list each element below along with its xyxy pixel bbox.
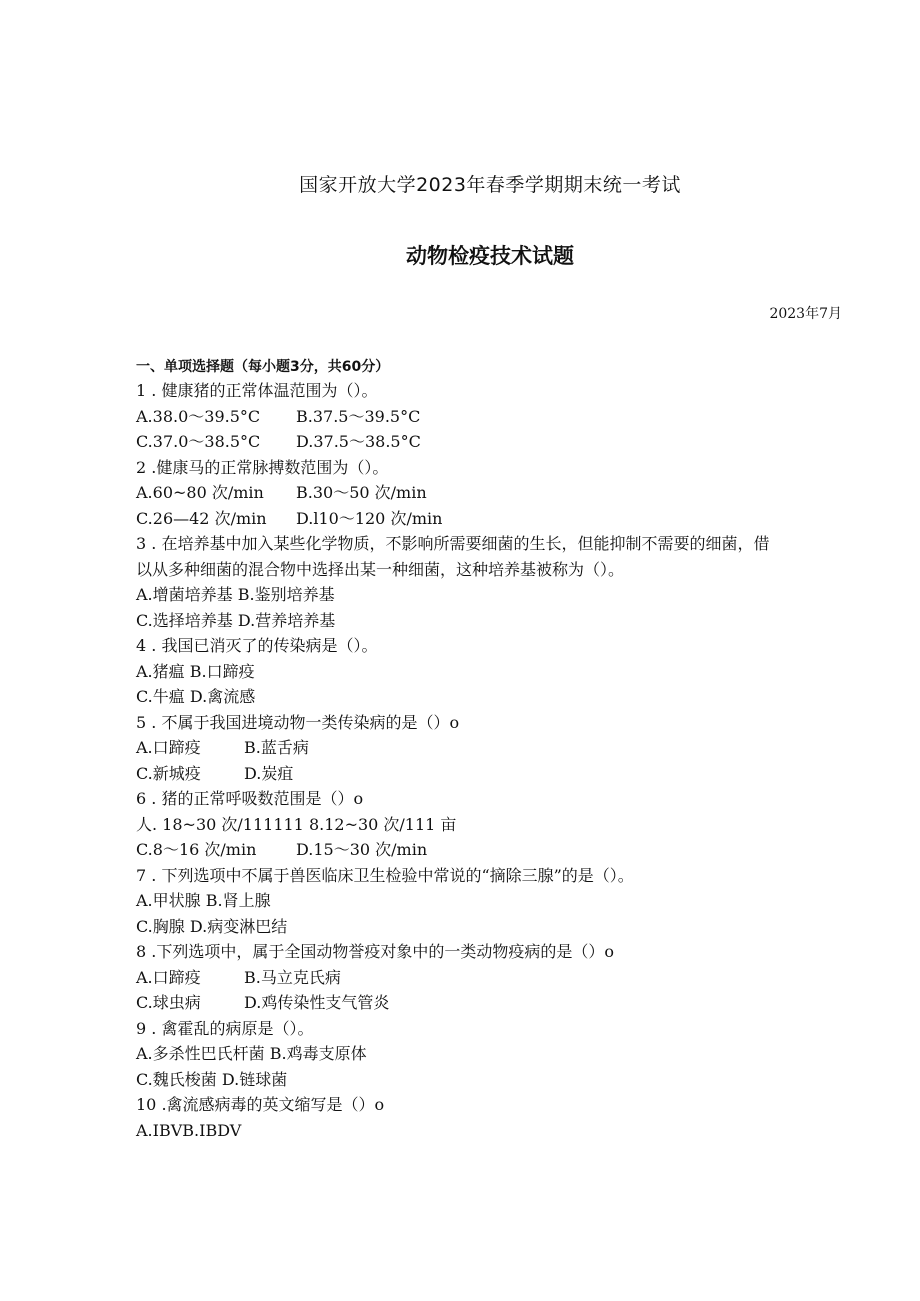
option: A.38.0～39.5°C	[136, 406, 261, 426]
option-row	[136, 990, 836, 1016]
option: D.炭疽	[244, 763, 294, 783]
university-exam-header: 国家开放大学2023年春季学期期末统一考试	[299, 174, 681, 196]
option: C.球虫病	[136, 993, 201, 1012]
option-row	[136, 404, 836, 430]
exam-date: 2023年7月	[769, 306, 842, 322]
question-stem: 8 .下列选项中，属于全国动物誉疫对象中的一类动物疫病的是（）o	[136, 942, 614, 961]
option: B.蓝舌病	[244, 738, 309, 757]
section-heading: 一、单项选择题（每小题3分，共60分）	[136, 359, 390, 375]
option-row: A.增菌培养基 B.鉴别培养基	[136, 585, 335, 604]
option: C.新城疫	[136, 763, 201, 783]
question-stem: 3 . 在培养基中加入某些化学物质，不影响所需要细菌的生长，但能抑制不需要的细菌，借	[136, 534, 770, 553]
option-row: C.胸腺 D.病变淋巴结	[136, 916, 288, 936]
option: B.37.5～39.5°C	[296, 406, 421, 426]
option-row: 人. 18~30 次/111111 8.12~30 次/111 亩	[136, 814, 457, 834]
option-row	[136, 480, 836, 506]
option: A.口蹄疫	[136, 738, 201, 757]
option: D.37.5～38.5°C	[296, 432, 421, 451]
option: C.26—42 次/min	[136, 508, 267, 528]
option: B.30～50 次/min	[296, 483, 427, 502]
option: D.15～30 次/min	[296, 840, 428, 859]
option-row	[136, 761, 836, 787]
option: A.60~80 次/min	[136, 483, 264, 502]
option-row: A.IBVB.IBDV	[136, 1120, 242, 1140]
option-row	[136, 837, 836, 863]
option: D.l10～120 次/min	[296, 508, 443, 528]
question-stem: 1 . 健康猪的正常体温范围为（）。	[136, 381, 378, 400]
option-row: C.选择培养基 D.营养培养基	[136, 610, 336, 630]
question-stem: 5 . 不属于我国进境动物一类传染病的是（）o	[136, 712, 460, 732]
question-stem: 7 . 下列选项中不属于兽医临床卫生检验中常说的“摘除三腺”的是（）。	[136, 865, 634, 885]
option-row: C.牛瘟 D.禽流感	[136, 687, 256, 706]
question-stem-continued: 以从多种细菌的混合物中选择出某一种细菌，这种培养基被称为（）。	[136, 559, 625, 579]
option-row: A.多杀性巴氏杆菌 B.鸡毒支原体	[136, 1044, 367, 1063]
question-stem: 2 .健康马的正常脉搏数范围为（）。	[136, 457, 389, 477]
option-row	[136, 506, 836, 532]
option: C.37.0～38.5°C	[136, 432, 261, 451]
question-stem: 9 . 禽霍乱的病原是（）。	[136, 1018, 314, 1038]
option: C.8～16 次/min	[136, 840, 257, 859]
question-list	[136, 378, 836, 1143]
option-row	[136, 965, 836, 991]
option-row	[136, 735, 836, 761]
option: B.马立克氏病	[244, 967, 341, 987]
option-row: A.甲状腺 B.肾上腺	[136, 891, 271, 910]
option-row: A.猪瘟 B.口蹄疫	[136, 661, 255, 681]
option-row	[136, 429, 836, 455]
exam-title: 动物检疫技术试题	[406, 244, 574, 268]
question-stem: 4 . 我国已消灭了的传染病是（）。	[136, 636, 378, 655]
question-stem: 6 . 猪的正常呼吸数范围是（）o	[136, 789, 364, 808]
option: A.口蹄疫	[136, 967, 201, 987]
option-row: C.魏氏梭菌 D.链球菌	[136, 1069, 288, 1089]
question-stem: 10 .禽流感病毒的英文缩写是（）o	[136, 1095, 385, 1114]
option: D.鸡传染性支气管炎	[244, 993, 390, 1012]
